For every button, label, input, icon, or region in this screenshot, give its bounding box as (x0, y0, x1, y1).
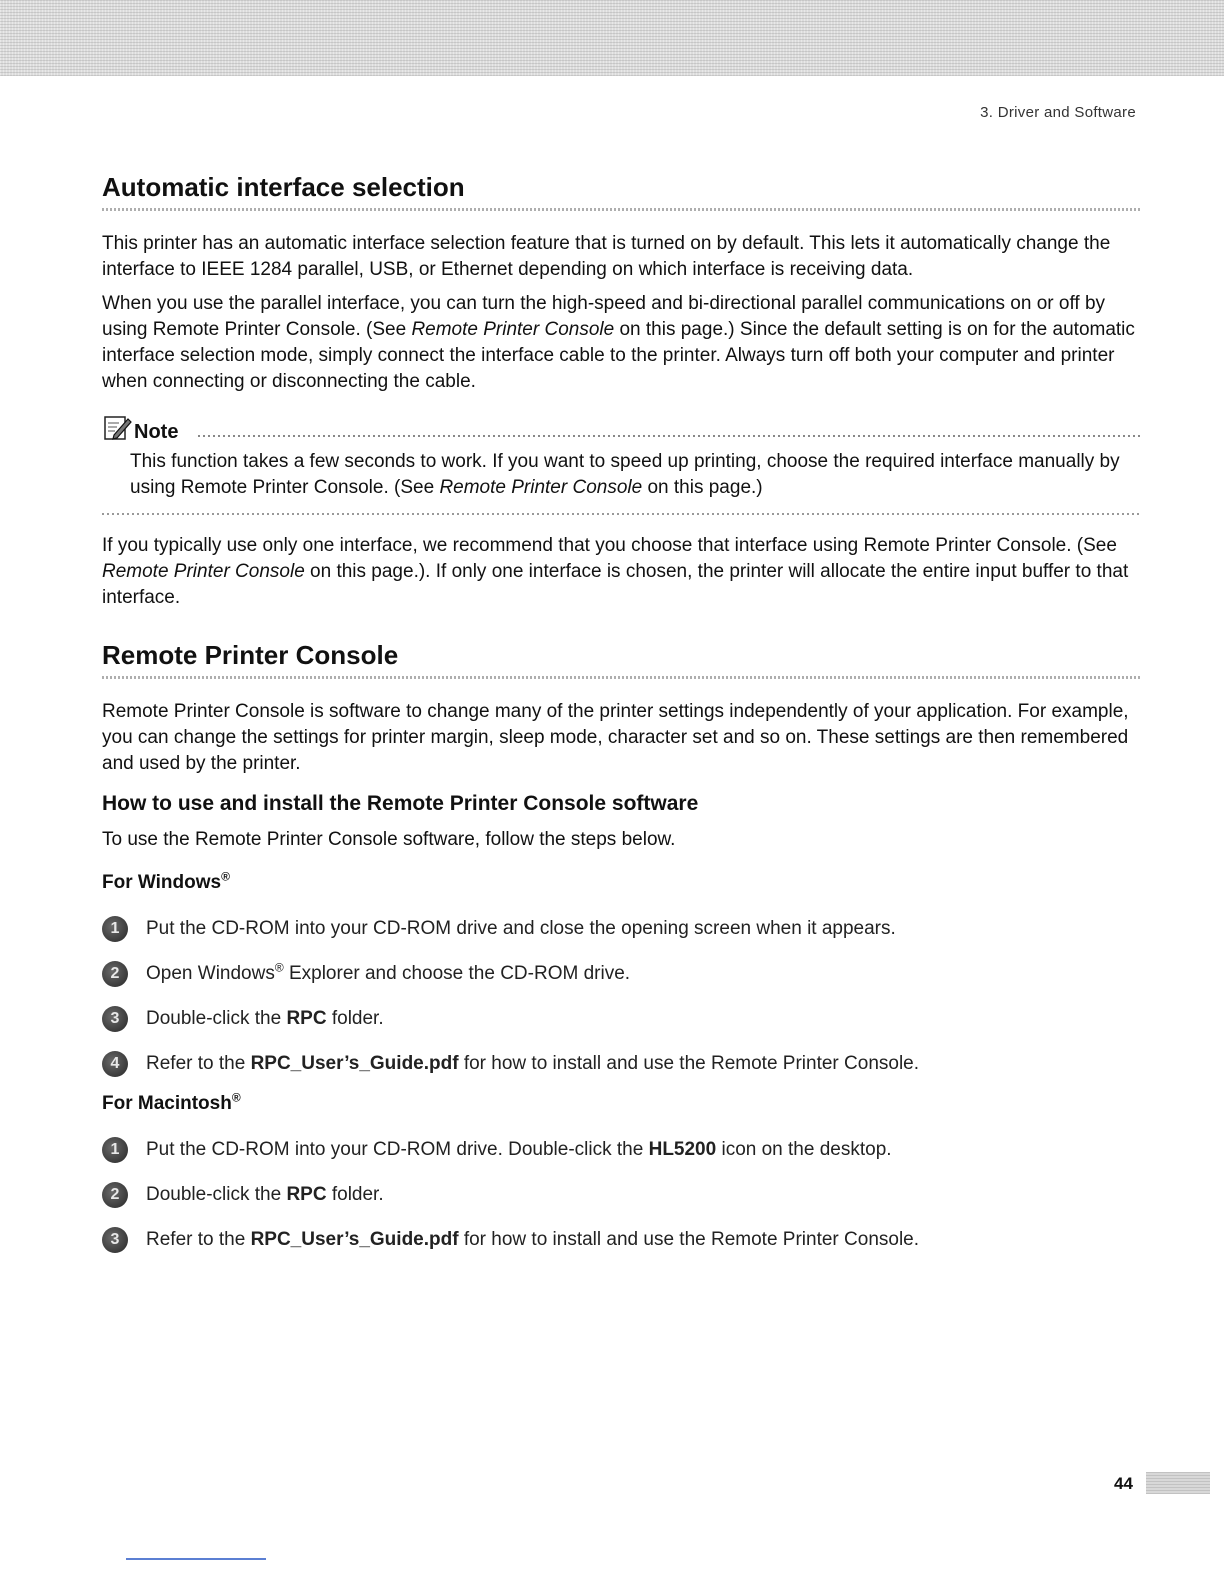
text: folder. (326, 1008, 384, 1029)
folder-name: RPC (286, 1008, 327, 1029)
file-name: RPC_User’s_Guide.pdf (250, 1229, 459, 1250)
cross-reference-link: Remote Printer Console (439, 477, 643, 498)
page-number: 44 (1114, 1474, 1133, 1493)
note-label: Note (134, 421, 179, 443)
note-box (102, 413, 1140, 515)
folder-name: RPC (286, 1184, 327, 1205)
registered-mark: ® (221, 869, 230, 884)
text: Explorer and choose the CD-ROM drive. (283, 963, 631, 984)
footer-line (126, 1558, 266, 1560)
step-text (146, 1227, 919, 1253)
step-number-badge: 2 (102, 1182, 128, 1208)
text: Put the CD-ROM into your CD-ROM drive. Double-click the (146, 1139, 649, 1160)
header-band (0, 0, 1224, 76)
text: Double-click the (146, 1008, 287, 1029)
note-pencil-icon (102, 413, 132, 443)
section-remote-printer-console (102, 640, 1140, 1254)
text: on this page.) Since the default setting is on for the automatic interface selection mode, simply connect the interface cable to the printer. Always turn off both your computer and printer when connecting or disconnecting the cable. (102, 319, 1135, 392)
subsection-title: How to use and install the Remote Printer Console software (102, 792, 699, 815)
list-item (102, 1005, 1140, 1033)
paragraph: To use the Remote Printer Console software, follow the steps below. (102, 829, 676, 850)
text: If you typically use only one interface, we recommend that you choose that interface using Remote Printer Console. (See (102, 535, 1117, 556)
list-item (102, 1181, 1140, 1209)
text: Open Windows (146, 963, 275, 984)
text: for how to install and use the Remote Printer Console. (458, 1229, 920, 1250)
text: for how to install and use the Remote Printer Console. (458, 1053, 920, 1074)
note-header (102, 413, 1140, 443)
step-text (146, 1006, 384, 1032)
paragraph: Remote Printer Console is software to change many of the printer settings independently of your application. For example, you can change the settings for printer margin, sleep mode, character set and so on. These settings are then remembered and used by the printer. (102, 701, 1129, 774)
step-number-badge: 1 (102, 1137, 128, 1163)
cross-reference-link: Remote Printer Console (411, 319, 615, 340)
text: Refer to the (146, 1229, 251, 1250)
text: For Macintosh (102, 1093, 232, 1114)
text: Refer to the (146, 1053, 251, 1074)
list-item (102, 1136, 1140, 1164)
step-number-badge: 1 (102, 916, 128, 942)
list-item (102, 1050, 1140, 1078)
running-head: 3. Driver and Software (980, 104, 1136, 121)
text: folder. (326, 1184, 384, 1205)
list-item (102, 1226, 1140, 1254)
icon-name: HL5200 (648, 1139, 717, 1160)
text: When you use the parallel interface, you can turn the high-speed and bi-directional parallel communications on or off by using Remote Printer Console. (See (102, 293, 1106, 340)
step-number-badge: 3 (102, 1227, 128, 1253)
section-automatic-interface (102, 172, 1140, 611)
page-tab (1146, 1472, 1210, 1494)
section-rule (102, 676, 1140, 679)
registered-mark: ® (274, 960, 284, 975)
text: on this page.) (642, 477, 763, 498)
macintosh-heading (102, 1092, 1140, 1116)
list-item (102, 915, 1140, 943)
note-rule (198, 435, 1140, 437)
macintosh-steps (102, 1136, 1140, 1254)
file-name: RPC_User’s_Guide.pdf (250, 1053, 459, 1074)
step-text (146, 961, 630, 987)
note-text (102, 449, 1140, 501)
step-text (146, 1137, 892, 1163)
step-number-badge: 2 (102, 961, 128, 987)
note-bottom-rule (102, 513, 1140, 515)
section-rule (102, 208, 1140, 211)
section-title: Automatic interface selection (102, 172, 465, 202)
paragraph: This printer has an automatic interface selection feature that is turned on by default. This lets it automatically change the interface to IEEE 1284 parallel, USB, or Ethernet depending on which interface is receiving data. (102, 233, 1111, 280)
text: This function takes a few seconds to work. If you want to speed up printing, choose the required interface manually by using Remote Printer Console. (See (130, 451, 1120, 498)
windows-steps (102, 915, 1140, 1078)
cross-reference-link: Remote Printer Console (102, 561, 305, 582)
step-number-badge: 3 (102, 1006, 128, 1032)
step-text: Put the CD-ROM into your CD-ROM drive and close the opening screen when it appears. (146, 918, 896, 939)
windows-heading (102, 871, 1140, 895)
section-title: Remote Printer Console (102, 640, 399, 670)
paragraph (102, 533, 1140, 611)
text: Double-click the (146, 1184, 287, 1205)
step-text (146, 1051, 919, 1077)
text: icon on the desktop. (716, 1139, 892, 1160)
text: For Windows (102, 872, 222, 893)
registered-mark: ® (231, 1090, 241, 1105)
step-text (146, 1182, 384, 1208)
step-number-badge: 4 (102, 1051, 128, 1077)
text: on this page.). If only one interface is chosen, the printer will allocate the entire input buffer to that interface. (102, 561, 1129, 608)
paragraph (102, 291, 1140, 395)
list-item (102, 960, 1140, 988)
